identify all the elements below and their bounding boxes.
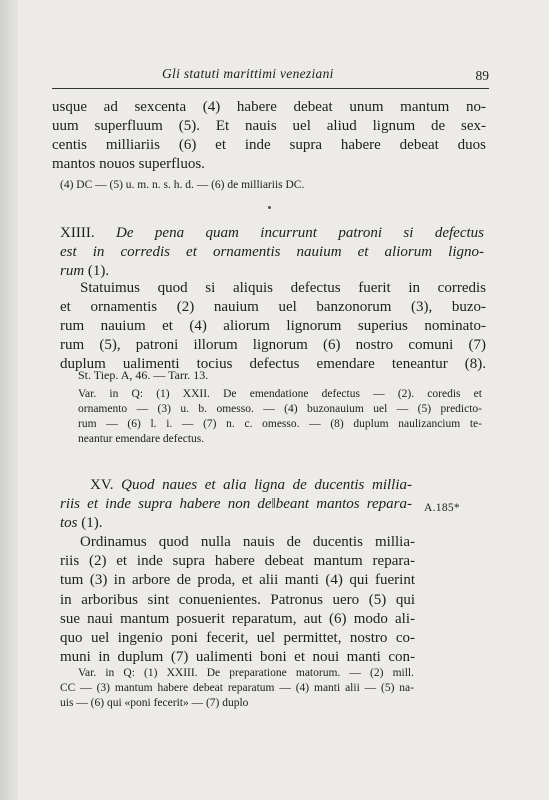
text-line: muni in duplum (7) ualimenti boni et noui manti con- [60,649,415,666]
chapter-numeral: XIIII. [60,225,95,241]
continued-paragraph [52,98,486,174]
text-line: riis (2) et inde supra habere debeat mantum repara- [60,553,415,570]
chapter-14-source [78,368,502,383]
chapter-title-15 [60,476,413,533]
note-line: (4) DC — (5) u. m. n. s. h. d. — (6) de milliariis DC. [60,179,305,191]
page-header [52,58,489,89]
variant-line: uis — (6) qui «poni fecerit» — (7) duplo [60,697,249,709]
variant-line: ornamento — (3) u. b. omesso. — (4) buzonauium uel — (5) predicto- [78,403,482,415]
text-line: uum superfluum (5). Et nauis uel aliud lignum de sex- [52,118,486,134]
print-speck [268,206,271,209]
footnote-variants-prev [60,178,484,193]
text-line: sue naui mantum posuerit reparatum, aut (6) modo ali- [60,610,415,627]
variant-line: CC — (3) mantum habere debeat reparatum — (4) manti alii — (5) na- [60,682,414,694]
text-line: centis milliariis (6) et inde supra habere debeat duos [52,137,486,153]
chapter-title-line: tos (1). [60,515,103,531]
running-head: Gli statuti marittimi veneziani [162,66,334,81]
chapter-title-line: est in corredis et ornamentis nauium et aliorum ligno- [60,244,484,260]
text-line: in arboribus sint conuenientes. Patronus uero (5) qui [60,591,415,608]
chapter-14-body [60,279,486,374]
chapter-15-variants [60,666,414,711]
text-line: quo uel ingenio poni fecerit, uel permittet, nostro co- [60,630,415,647]
chapter-title-text: De pena quam incurrunt patroni si defectus [116,225,485,241]
text-line: Ordinamus quod nulla nauis de ducentis millia- [80,534,415,550]
text-line: et ornamentis (2) nauium uel banzonorum (3), buzo- [60,299,486,315]
chapter-title-line [60,224,484,243]
chapter-title-line: riis et inde supra habere non de‖beant mantos repara- [60,496,412,512]
variant-line: neantur emendare defectus. [78,433,205,445]
page-gutter-shadow [0,0,18,800]
text-line: duplum ualimenti tocius defectus emendare teneantur (8). [60,356,486,372]
text-line: rum nauium et (4) aliorum lignorum superius nominato- [60,318,486,334]
text-line: tum (3) in arbore de proda, et alii manti (4) qui fuerint [60,572,415,589]
text-line: Statuimus quod si aliquis defectus fuerit in corredis [80,280,486,296]
chapter-title-text: Quod naues et alia ligna de ducentis millia- [121,477,413,493]
chapter-14-variants [78,387,482,447]
text-line: rum (5), patroni illorum lignorum (6) nostro comuni (7) [60,337,486,353]
marginal-note: A.185* [424,502,460,514]
variant-line: Var. in Q: (1) XXII. De emendatione defectus — (2). coredis et [78,388,482,400]
text-line: usque ad sexcenta (4) habere debeat unum mantum no- [52,99,486,115]
source-line: St. Tiep. A, 46. — Tarr. 13. [78,368,209,382]
page-number: 89 [475,68,489,83]
text-line: mantos nouos superfluos. [52,156,205,172]
variant-line: rum — (6) l. i. — (7) n. c. omesso. — (8) duplum naulizancium te- [78,418,482,430]
chapter-numeral: XV. [90,477,114,493]
chapter-15-body [60,533,415,667]
variant-line: Var. in Q: (1) XXIII. De preparatione matorum. — (2) mill. [78,667,414,679]
chapter-title-14 [60,224,484,281]
chapter-title-line [90,476,412,495]
chapter-title-line: rum (1). [60,263,110,279]
